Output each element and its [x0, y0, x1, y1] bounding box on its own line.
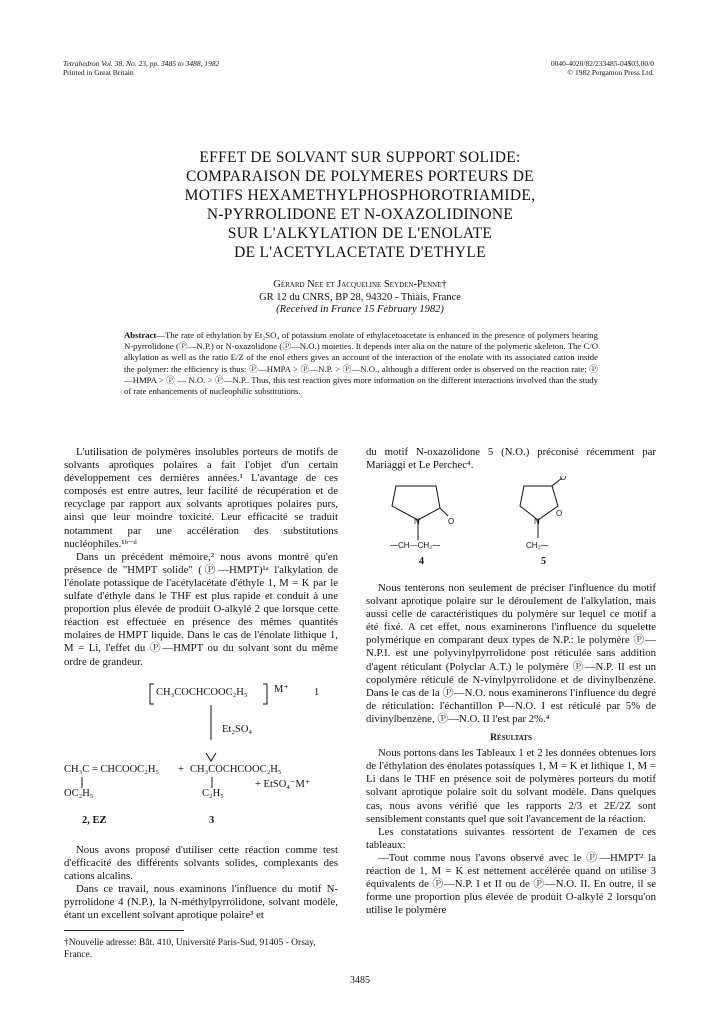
structure-5-oxazolidinone: [520, 478, 562, 538]
title-line: COMPARAISON DE POLYMERES PORTEURS DE: [186, 168, 534, 185]
paragraph: —Tout comme nous l'avons observé avec le Ⓟ—HMPT² la réaction de 1, M = K est nettement accélérée quand on utilise 3 équivalents de Ⓟ—N.P. I et II ou de Ⓟ—N.O. II. En outre, il se forme une proportion plus élevée de produit O-alkylé 2 lorsqu'on utilise le polymère: [366, 851, 656, 917]
svg-text:N: N: [414, 517, 420, 526]
paragraph: Les constatations suivantes ressortent de l'examen de ces tableaux:: [366, 825, 656, 851]
svg-text:O: O: [560, 476, 567, 482]
title-line: N-PYRROLIDONE ET N-OXAZOLIDINONE: [206, 206, 514, 223]
journal-header: [63, 59, 219, 77]
structure-4-pyrrolidone: [392, 486, 448, 540]
title-line: EFFET DE SOLVANT SUR SUPPORT SOLIDE:: [199, 149, 521, 166]
svg-text:⁓CH—CH₂⁓: ⁓CH—CH₂⁓: [390, 541, 441, 550]
printed-in: Printed in Great Britain: [63, 68, 134, 77]
svg-text:O: O: [556, 509, 563, 518]
paragraph: Dans un précédent mémoire,² nous avons montré qu'en présence de "HMPT solide" (Ⓟ—HMPT)¹ᵃ l'alkylation de l'énolate potassique de l'acétylacétate d'éthyle 1, M = K par le sulfate d'éthyle dans le THF est plus rapide et conduit à une proportion plus élevée de produit O-alkylé 2 que lorsque cette réaction est effectuée en présence des mêmes quantités molaires de HMPT liquide. Dans le cas de l'énolate lithique 1, M = Li, l'effet du Ⓟ—HMPT ou du solvant sont du même ordre de grandeur.: [64, 550, 338, 668]
structures-4-5: [366, 476, 656, 586]
compound-label-3: 3: [209, 815, 215, 826]
paragraph: Nous tenterons non seulement de préciser l'influence du motif solvant aprotique polaire sur le déroulement de l'alkylation, mais aussi celle de caractéristiques du polymère sur lequel ce motif a été fixé. A cet effet, nous examinerons l'influence du squelette polymérique en comparant deux types de N.P.: le polymère Ⓟ—N.P.I. est une polyvinylpyrrolidone post réticulée sans addition d'agent réticulant (Polyclar A.T.) le polymère Ⓟ—N.P. II est un copolymère réticulé de N-vinylpyrrolidone et de divinylbenzène. Dans le cas de la Ⓟ—N.O. nous examinerons l'influence du degré de réticulation: l'échantillon P—N.O. I est réticulé par 5% de divinylbenzène, Ⓟ—N.O. II l'est par 2%.⁴: [366, 582, 656, 725]
byproduct: + EtSO₄⁻M⁺: [255, 779, 311, 790]
issn-code: 0040-4020/82/233485-04$03.00/0: [550, 59, 654, 68]
copyright-header: [551, 59, 654, 77]
received-date: (Received in France 15 February 1982): [276, 304, 444, 315]
abstract-label: Abstract: [124, 330, 157, 340]
product-3-top: CH₃COCHCOOC₂H₅: [190, 764, 282, 775]
compound-label-1: 1: [314, 687, 320, 698]
footnote: †Nouvelle adresse: Bât. 410, Université Paris-Sud, 91405 - Orsay, France.: [64, 938, 316, 960]
author-names: Gérard Nee et Jacqueline Seyden-Penne†: [273, 279, 447, 290]
reagent: Et₂SO₄: [222, 724, 253, 735]
svg-text:CH₂⁓: CH₂⁓: [526, 541, 549, 550]
title-line: MOTIFS HEXAMETHYLPHOSPHOROTRIAMIDE,: [184, 187, 536, 204]
reaction-scheme: [64, 680, 338, 835]
author-block: [120, 278, 600, 304]
page-number: 3485: [350, 975, 370, 986]
product-2-bottom: OC₂H₅: [64, 788, 94, 799]
title-line: DE L'ACETYLACETATE D'ETHYLE: [234, 244, 486, 261]
structure-label-4: 4: [419, 556, 424, 567]
cation: M⁺: [274, 684, 289, 695]
title-line: SUR L'ALKYLATION DE L'ENOLATE: [227, 225, 493, 242]
product-2-top: CH₃C = CHCOOC₂H₅: [64, 764, 160, 775]
reactant: CH₃COCHCOOC₂H₅: [156, 687, 248, 698]
product-3-bottom: C₂H₅: [202, 788, 224, 799]
section-heading: Résultats: [490, 733, 532, 744]
paragraph: Nous avons proposé d'utiliser cette réaction comme test d'efficacité des différents solvants solides, complexants des cations alcalins.: [64, 844, 338, 883]
affiliation: GR 12 du CNRS, BP 28, 94320 - Thiais, France: [259, 292, 461, 303]
compound-label-2: 2, EZ: [82, 815, 107, 826]
structure-label-5: 5: [541, 556, 546, 567]
plus-sign: +: [178, 764, 184, 775]
abstract: [124, 330, 598, 397]
paragraph: Dans ce travail, nous examinons l'influence du motif N-pyrrolidone 4 (N.P.), la N-méthylpyrrolidone, solvant modèle, étant un excellent solvant aprotique polaire³ et: [64, 883, 338, 922]
svg-text:N: N: [534, 517, 540, 526]
paragraph: L'utilisation de polymères insolubles porteurs de motifs de solvants aprotiques polaires a fait l'objet d'un certain développement ces dernières années.¹ L'avantage de ces composés est entre autres, leur facilité de récupération et de recyclage par rapport aux solvants aprotiques polaires purs, ainsi que leur moindre toxicité. Leur efficacité se traduit notamment par une accélération des substitutions nucléophiles.¹ᵇ⁻ᵈ: [64, 446, 338, 550]
paragraph: Nous portons dans les Tableaux 1 et 2 les données obtenues lors de l'éthylation des énolates potassiques 1, M = K et lithique 1, M = Li dans le THF en présence soit de polymères porteurs du motif solvant aprotique polaire soit du solvant modèle. Dans quelques cas, nous avons vérifié que les rapports 2/3 et 2E/2Z sont sensiblement constants quel que soit l'avancement de la réaction.: [366, 747, 656, 825]
svg-text:O: O: [448, 517, 455, 526]
left-column-intro: [64, 446, 338, 669]
abstract-text: —The rate of ethylation by Et₂SO₄ of potassium enolate of ethylacetoacetate is enhanced in the presence of polymers bearing N-pyrrolidone (Ⓟ—N.P.) or N-oxazolidone (Ⓟ—N.O.) moieties. It depends inter alia on the nature of the polymeric skeleton. The C/O alkylation as well as the ratio E/Z of the enol ethers gives an account of the interaction of the enolate with its associated cation inside the polymer: the efficiency is thus: Ⓟ—HMPA > Ⓟ—N.P. > Ⓟ—N.O., although a different order is observed on the reaction rate: Ⓟ—HMPA > Ⓟ — N.O. > Ⓟ—N.P.. Thus, this test reaction gives more information on the different interactions involved than the study of rate enhancements of nucleophilic substitutions.: [124, 330, 598, 397]
article-title: [120, 148, 600, 262]
right-column-intro: [366, 446, 656, 472]
arrow-head: [205, 752, 217, 762]
right-column-body: [366, 582, 656, 917]
left-column-continued: [64, 844, 338, 923]
footnote-rule: [64, 930, 184, 931]
journal-citation: Tetrahedron Vol. 38, No. 23, pp. 3485 to 3488, 1982: [63, 59, 220, 68]
paragraph: du motif N-oxazolidone 5 (N.O.) préconisé récemment par Mariaggi et Le Perchec⁴.: [366, 446, 656, 472]
copyright-notice: © 1982 Pergamon Press Ltd.: [567, 68, 654, 77]
